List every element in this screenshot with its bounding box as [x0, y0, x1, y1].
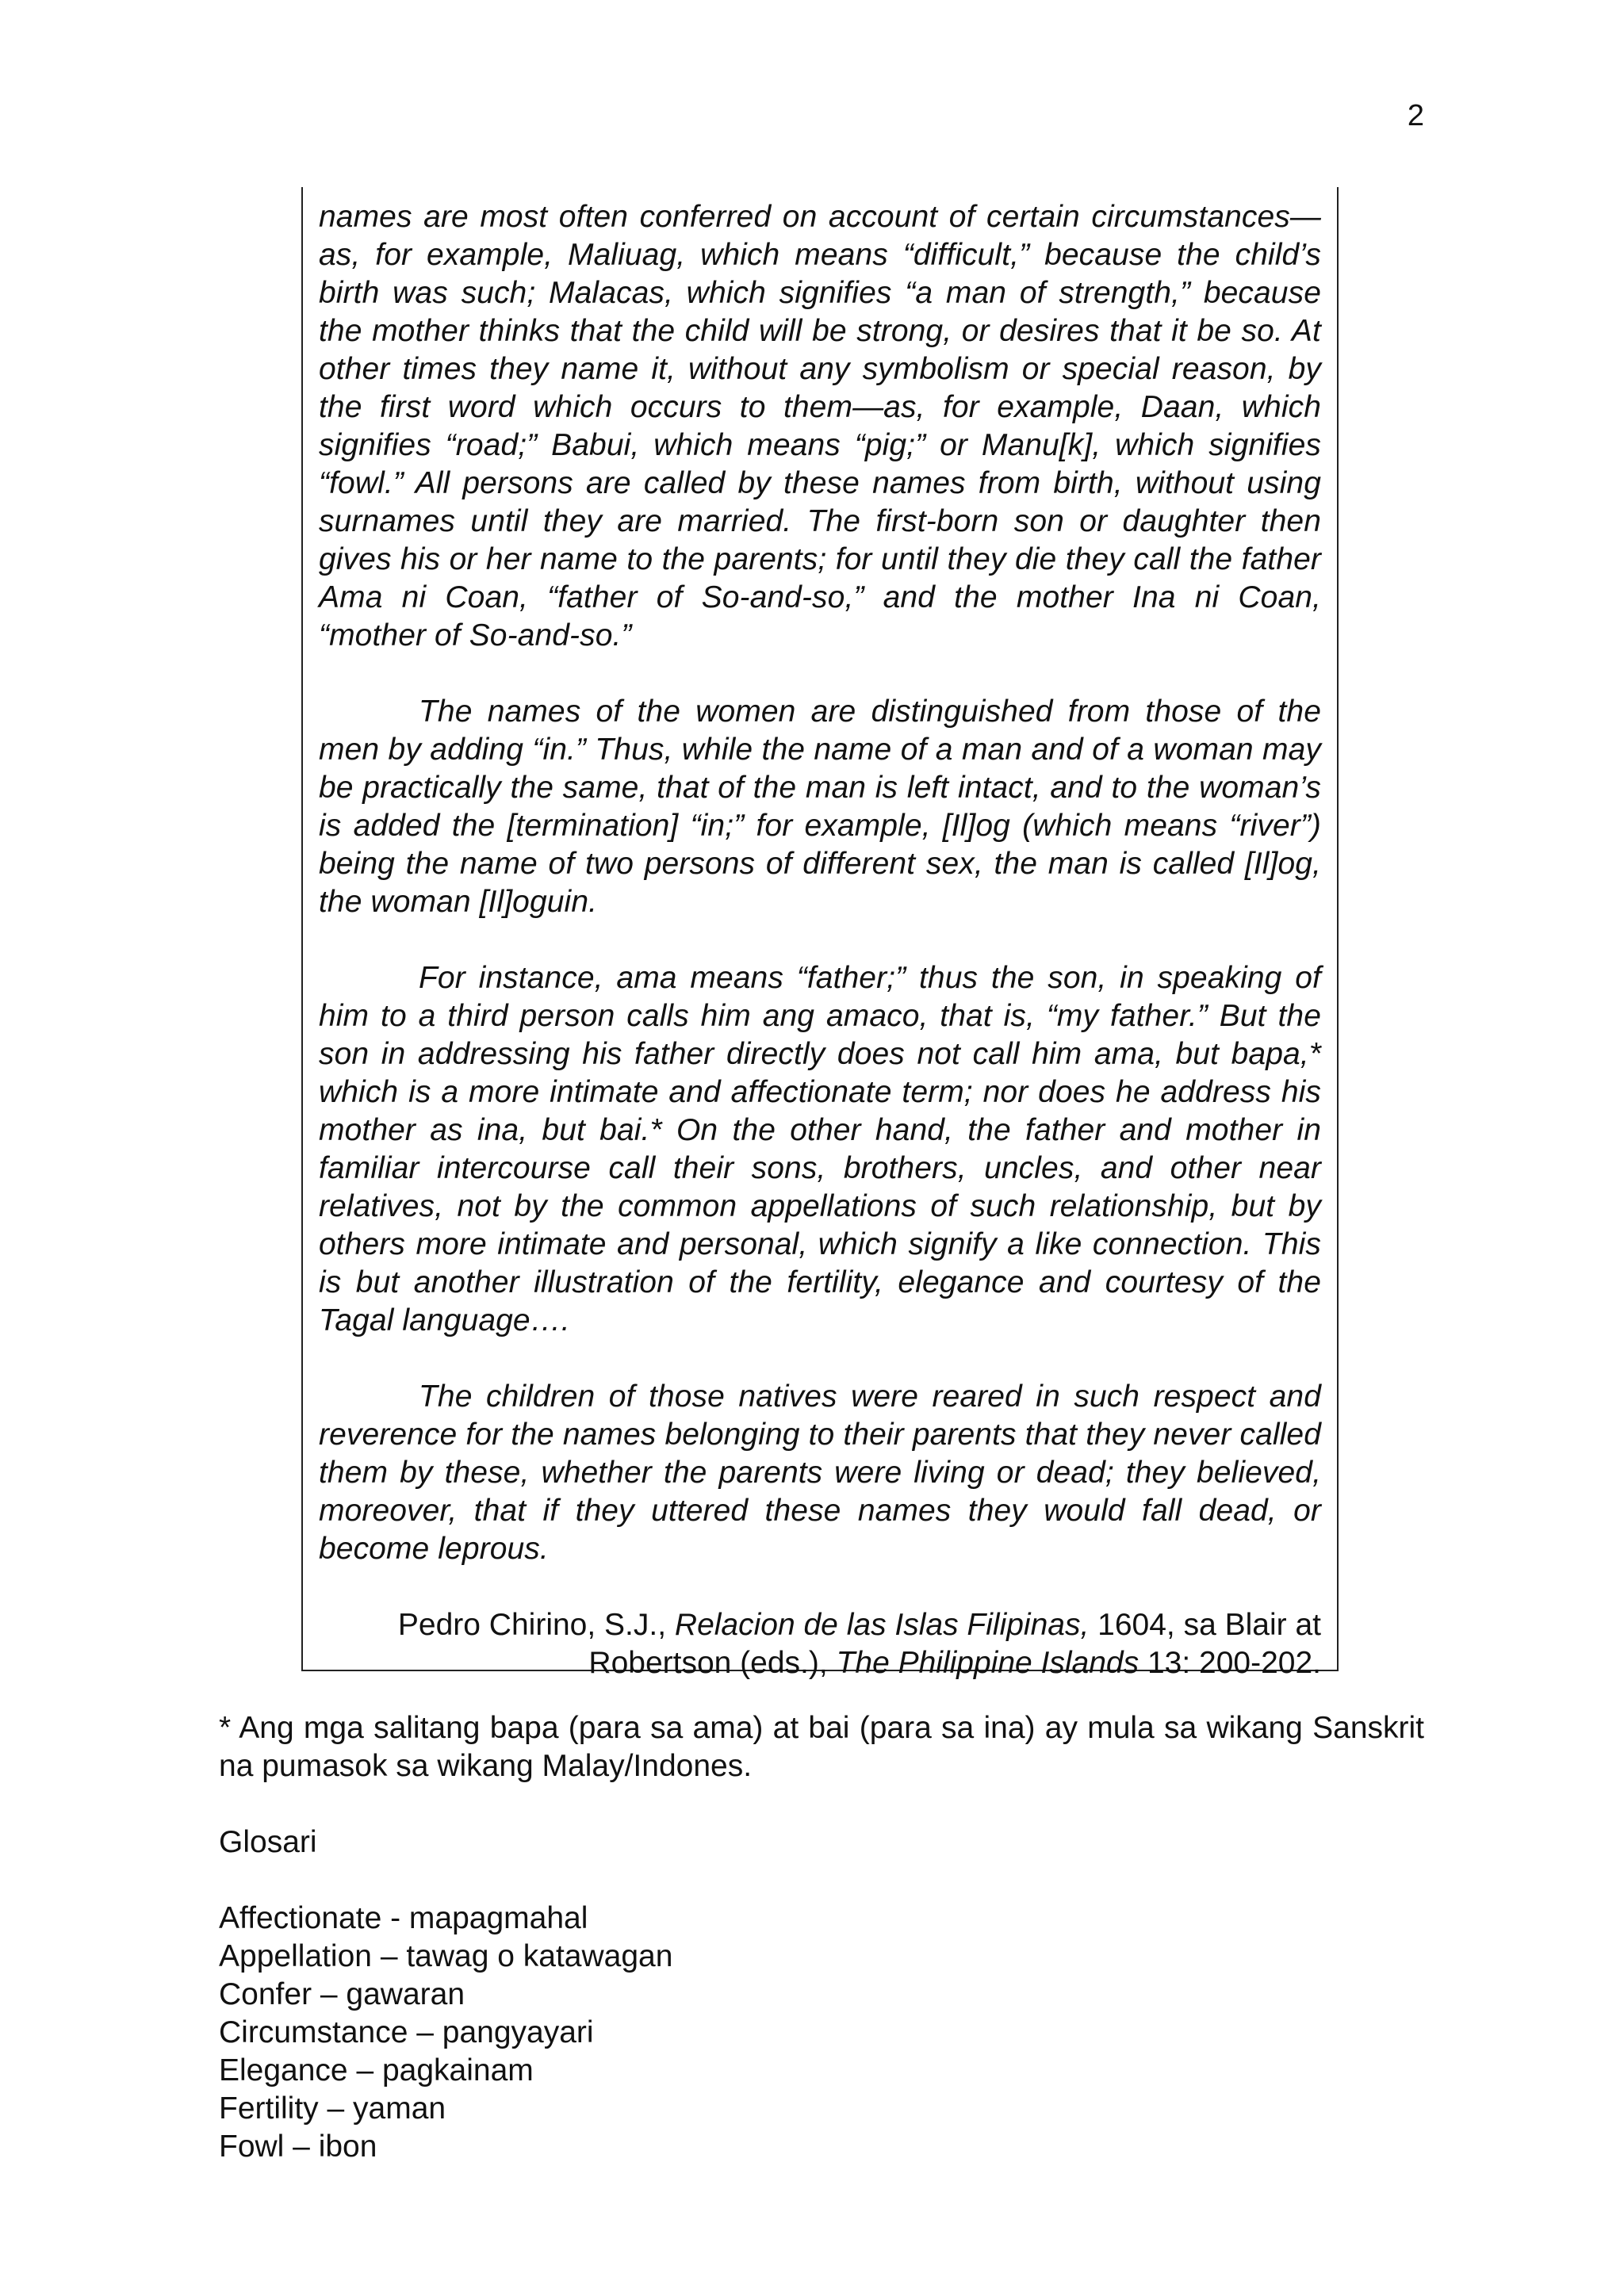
page-number: 2: [1407, 99, 1424, 132]
glossary-entry: Circumstance – pangyayari: [219, 2015, 594, 2049]
glossary-entry: Fowl – ibon: [219, 2130, 377, 2164]
quote-paragraph-1: names are most often conferred on account of certain circumstances—as, for example, Maliuag, which means “difficult,” because the child’s birth was such; Malacas, which signifies “a man of strength,” because the mother thinks that the child will be strong, or desires that it be so. At other times they name it, without any symbolism or special reason, by the first word which occurs to them—as, for example, Daan, which signifies “road;” Babui, which means “pig;” or Manu[k], which signifies “fowl.” All persons are called by these names from birth, without using surnames until they are married. The first-born son or daughter then gives his or her name to the parents; for until they die they call the father Ama ni Coan, “father of So-and-so,” and the mother Ina ni Coan, “mother of So-and-so.”: [319, 200, 1321, 652]
glossary-list: [219, 1900, 672, 2166]
quotation-box: [301, 187, 1339, 1680]
citation-author: Pedro Chirino, S.J.,: [397, 1608, 667, 1642]
glossary-entry: Affectionate - mapagmahal: [219, 1901, 588, 1935]
citation-pages: 13: 200-202.: [1147, 1646, 1321, 1680]
footnote: * Ang mga salitang bapa (para sa ama) at bai (para sa ina) ay mula sa wikang Sanskrit na pumasok sa wikang Malay/Indones.: [219, 1711, 1424, 1783]
glossary-entry: Fertility – yaman: [219, 2091, 446, 2126]
glossary-entry: Elegance – pagkainam: [219, 2053, 534, 2087]
quote-paragraph-4: The children of those natives were reared in such respect and reverence for the names belonging to their parents that they never called them by these, whether the parents were living or dead; they believed, moreover, that if they uttered these names they would fall dead, or become leprous.: [319, 1380, 1321, 1566]
glossary-entry: Appellation – tawag o katawagan: [219, 1939, 673, 1973]
glossary-entry: Confer – gawaran: [219, 1977, 465, 2011]
quote-paragraph-3: For instance, ama means “father;” thus the son, in speaking of him to a third person calls him ang amaco, that is, “my father.” But the son in addressing his father directly does not call him ama, but bapa,* which is a more intimate and affectionate term; nor does he address his mother as ina, but bai.* On the other hand, the father and mother in familiar intercourse call their sons, brothers, uncles, and other near relatives, not by the common appellations of such relationship, but by others more intimate and personal, which signify a like connection. This is but another illustration of the fertility, elegance and courtesy of the Tagal language….: [319, 961, 1321, 1337]
citation-mid: 1604, sa Blair at Robertson (eds.),: [588, 1608, 1321, 1680]
citation-collection-title: The Philippine Islands: [836, 1646, 1139, 1680]
glossary-heading: Glosari: [219, 1825, 317, 1859]
quote-paragraph-2: The names of the women are distinguished from those of the men by adding “in.” Thus, while the name of a man and of a woman may be practically the same, that of the man is left intact, and to the woman’s is added the [termination] “in;” for example, [Il]og (which means “river”) being the name of two persons of different sex, the man is called [Il]og, the woman [Il]oguin.: [319, 695, 1321, 919]
citation-work-title: Relacion de las Islas Filipinas,: [674, 1608, 1090, 1642]
citation: [319, 1606, 1321, 1682]
